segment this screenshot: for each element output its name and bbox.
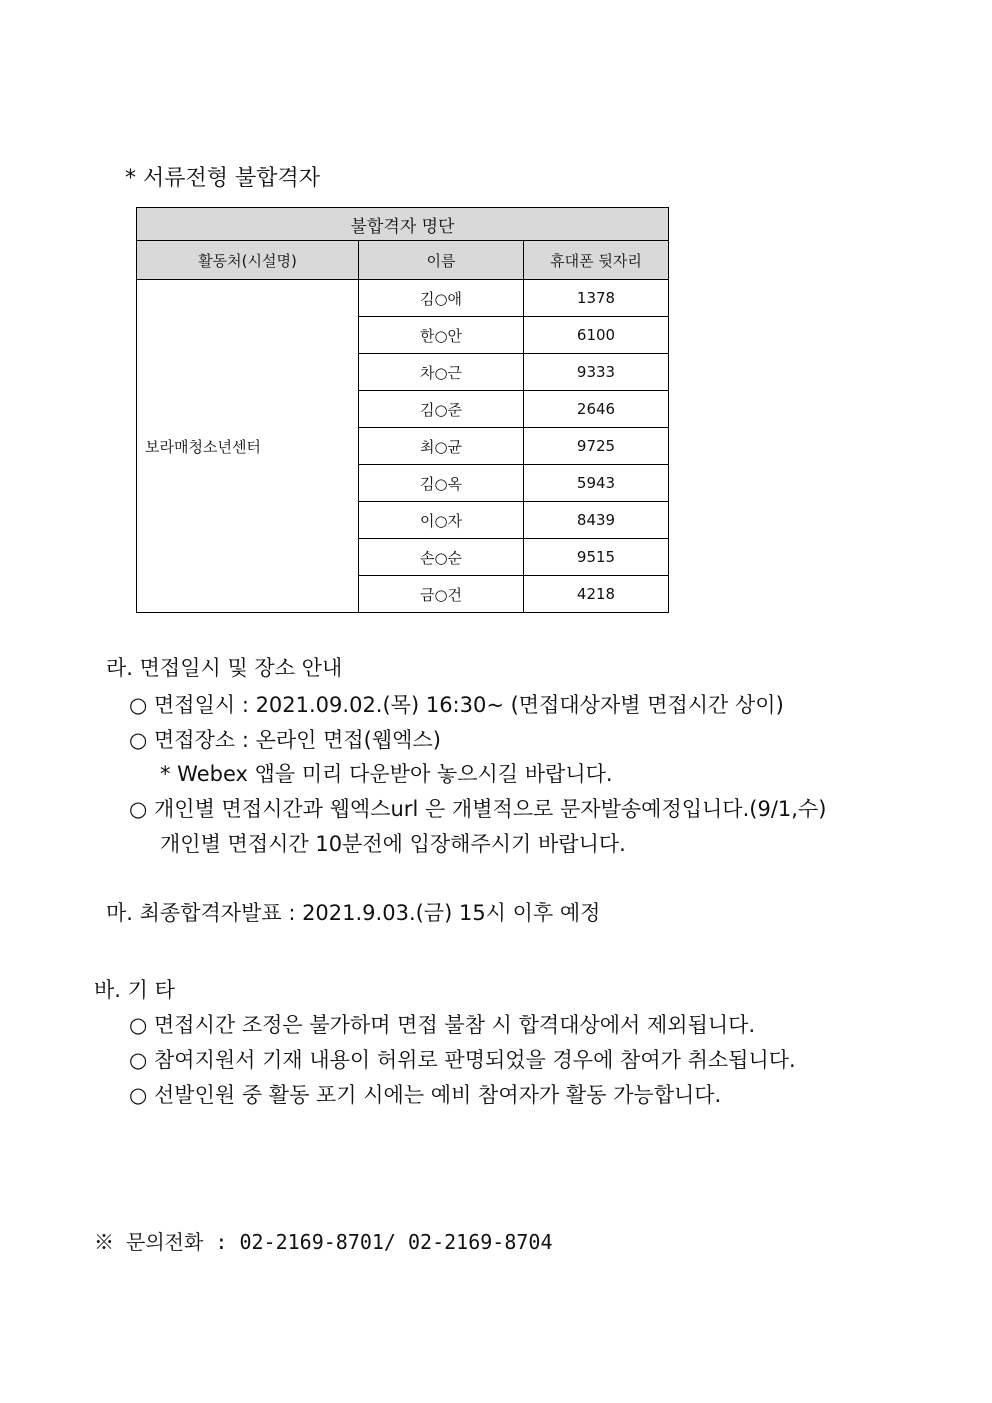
column-header-name: 이름	[359, 241, 524, 280]
table-title: 불합격자 명단	[137, 208, 669, 241]
rejected-heading: * 서류전형 불합격자	[125, 166, 321, 191]
interview-place: ○ 면접장소 : 온라인 면접(웹엑스)	[129, 728, 441, 752]
name-cell: 금○건	[359, 576, 524, 613]
table-header-row	[137, 241, 669, 280]
name-cell: 차○근	[359, 354, 524, 391]
column-header-phone: 휴대폰 뒷자리	[524, 241, 669, 280]
name-cell: 김○옥	[359, 465, 524, 502]
phone-cell: 9725	[524, 428, 669, 465]
interview-section-title: 라. 면접일시 및 장소 안내	[106, 656, 343, 680]
interview-notice-continued: 개인별 면접시간 10분전에 입장해주시기 바랍니다.	[160, 832, 626, 856]
name-cell: 김○준	[359, 391, 524, 428]
phone-cell: 4218	[524, 576, 669, 613]
phone-cell: 5943	[524, 465, 669, 502]
etc-item: ○ 면접시간 조정은 불가하며 면접 불참 시 합격대상에서 제외됩니다.	[129, 1013, 756, 1037]
etc-section-title: 바. 기 타	[94, 978, 175, 1002]
name-cell: 이○자	[359, 502, 524, 539]
phone-cell: 9515	[524, 539, 669, 576]
table-row	[137, 280, 669, 317]
phone-cell: 8439	[524, 502, 669, 539]
webex-note: * Webex 앱을 미리 다운받아 놓으시길 바랍니다.	[160, 762, 613, 786]
name-cell: 최○균	[359, 428, 524, 465]
rejected-table	[136, 207, 669, 613]
etc-item: ○ 참여지원서 기재 내용이 허위로 판명되었을 경우에 참여가 취소됩니다.	[129, 1048, 796, 1072]
name-cell: 손○순	[359, 539, 524, 576]
phone-cell: 9333	[524, 354, 669, 391]
etc-item: ○ 선발인원 중 활동 포기 시에는 예비 참여자가 활동 가능합니다.	[129, 1083, 722, 1107]
organization-cell: 보라매청소년센터	[137, 280, 359, 613]
interview-date: ○ 면접일시 : 2021.09.02.(목) 16:30~ (면접대상자별 면접시간 상이)	[129, 693, 784, 717]
contact-phone: ※ 문의전화 : 02-2169-8701/ 02-2169-8704	[94, 1230, 553, 1254]
name-cell: 한○안	[359, 317, 524, 354]
phone-cell: 2646	[524, 391, 669, 428]
final-announcement: 마. 최종합격자발표 : 2021.9.03.(금) 15시 이후 예정	[106, 901, 601, 925]
phone-cell: 1378	[524, 280, 669, 317]
table-title-row	[137, 208, 669, 241]
name-cell: 김○애	[359, 280, 524, 317]
interview-notice: ○ 개인별 면접시간과 웹엑스url 은 개별적으로 문자발송예정입니다.(9/1,수)	[129, 797, 827, 821]
phone-cell: 6100	[524, 317, 669, 354]
column-header-organization: 활동처(시설명)	[137, 241, 359, 280]
